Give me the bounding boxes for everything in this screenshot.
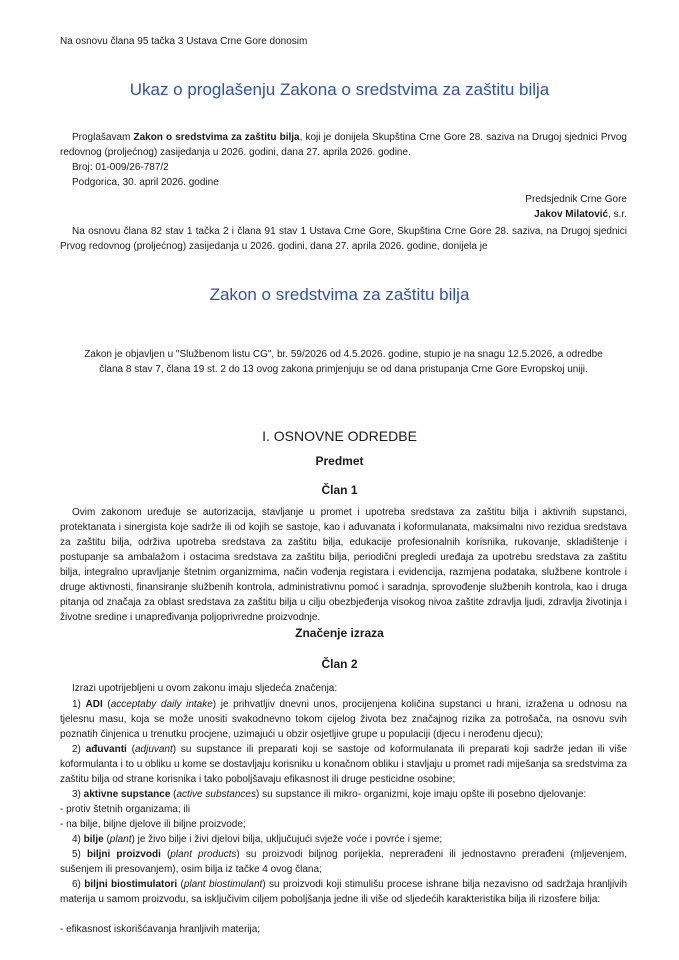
article-2-heading: Član 2: [321, 657, 358, 671]
adoption-paragraph: Na osnovu člana 82 stav 1 tačka 2 i člana 91 stav 1 Ustava Crne Gore, Skupština Crne Gore 28. saziva, na Drugoj sjednici Prvog redovnog (proljećnog) zasijedanja u 2026. godini, dana 27. aprila 2026. godine, donijela je: [60, 226, 627, 252]
broj: Broj: 01-009/26-787/2: [72, 162, 169, 173]
proclamation-paragraph: Proglašavam Zakon o sredstvima za zaštitu bilja, koji je donijela Skupština Crne Gore 28. saziva na Drugoj sjednici Prvog redovnog (proljećnog) zasijedanja u 2026. godini, dana 27. aprila 2026. godine.: [60, 132, 627, 158]
article-2-intro: Izrazi upotrijebljeni u ovom zakonu imaju sljedeća značenja:: [72, 683, 338, 694]
article-1-text: Ovim zakonom uređuje se autorizacija, stavljanje u promet i upotreba sredstava za zaštitu bilja i aktivnih supstanci, protektanata i sinergista koje sadrže ili od kojih se sastoje, kao i ađuvanata i koformulanata, maksimalni nivo rezidua sredstava za zaštitu bilja, održiva upotreba sredstava za zaštitu bilja, edukacije profesionalnih korisnika, rukovanje, skladištenje i postupanje sa ambalažom i ostacima sredstava za zaštitu bilja, periodični pregledi uređaja za upotrebu sredstava za zaštitu bilja, integralno upravljanje štetnim organizmima, način vođenja registara i evidencija, razmjena podataka, službene kontrole i druge aktivnosti, finansiranje službenih kontrola, administrativnu pomoć i saradnja, sprovođenje službenih kontrola, kao i druga pitanja od značaja za oblast sredstava za zaštitu bilja u cilju obezbjeđenja visokog nivoa zaštite zdravlja ljudi, zdravlja životinja i životne sredine i unapređivanja poljoprivredne proizvodnje.: [60, 507, 627, 623]
publication-note: Zakon je objavljen u "Službenom listu CG", br. 59/2026 od 4.5.2026. godine, stupio je na snagu 12.5.2026, a odredbe člana 8 stav 7, člana 19 st. 2 do 13 ovog zakona primjenjuju se od dana pristupanja Crne Gore Evropskoj uniji.: [84, 349, 603, 375]
law-name-bold: Zakon o sredstvima za zaštitu bilja: [133, 132, 300, 143]
article-1-heading: Član 1: [321, 483, 358, 497]
definition-biljni-biostimulatori-item-1: - efikasnost iskorišćavanja hranljivih materija;: [60, 924, 261, 935]
definition-biljni-proizvodi: 5) biljni proizvodi (plant products) su proizvodi biljnog porijekla, neprerađeni ili jednostavno prerađeni (mljevenjem, sušenjem ili presovanjem), osim bilja iz tačke 4 ovog člana;: [60, 849, 627, 875]
place-date: Podgorica, 30. april 2026. godine: [72, 177, 219, 188]
definition-aktivne-supstance-item-1: - protiv štetnih organizama; ili: [60, 804, 191, 815]
definition-aduvanti: 2) ađuvanti (adjuvant) su supstance ili preparati koji se sastoje od koformulanata ili preparati koji sadrže jedan ili više koformulanta i to u obliku u kome se dostavljaju korisniku u konačnom obliku i stavljaju u promet radi miješanja sa sredstvima za zaštitu bilja od strane korisnika i tako poboljšavaju efikasnost ili druge pesticidne osobine;: [60, 744, 628, 785]
law-title: Zakon o sredstvima za zaštitu bilja: [209, 285, 470, 304]
signature: Jakov Milatović, s.r.: [534, 209, 627, 220]
subject-heading: Predmet: [315, 454, 364, 468]
ukaz-title: Ukaz o proglašenju Zakona o sredstvima za zaštitu bilja: [129, 80, 550, 99]
definition-aktivne-supstance: 3) aktivne supstance (active substances) su supstance ili mikro- organizmi, koje imaju opšte ili posebno djelovanje:: [72, 789, 587, 800]
definition-bilje: 4) bilje (plant) je živo bilje i živi djelovi bilja, uključujući svježe voće i povrće i sjeme;: [72, 834, 443, 845]
section-heading: I. OSNOVNE ODREDBE: [262, 428, 417, 444]
definition-adi: 1) ADI (acceptaby daily intake) je prihvatljiv dnevni unos, procijenjena količina supstanci u hrani, izražena u odnosu na tjelesnu masu, koja se može unositi svakodnevno tokom cijelog života bez značajnog rizika za potrošača, na osnovu svih poznatih činjenica u trenutku procjene, uzimajući u obzir osjetljive grupe u populaciji (djecu i nerođenu djecu);: [60, 699, 627, 740]
signature-role: Predsjednik Crne Gore: [525, 194, 627, 205]
definition-biljni-biostimulatori: 6) biljni biostimulatori (plant biostimulant) su proizvodi koji stimulišu procese ishrane bilja nezavisno od sadržaja hranljivih materija u samom proizvodu, sa isključivim ciljem poboljšanja jedne ili više od sljedećih karakteristika bilja ili rizosfere bilja:: [60, 879, 628, 905]
definition-aktivne-supstance-item-2: - na bilje, biljne djelove ili biljne proizvode;: [60, 819, 246, 830]
preamble: Na osnovu člana 95 tačka 3 Ustava Crne Gore donosim: [60, 36, 308, 47]
terms-heading: Značenje izraza: [295, 626, 384, 640]
signature-name: Jakov Milatović: [534, 209, 609, 220]
